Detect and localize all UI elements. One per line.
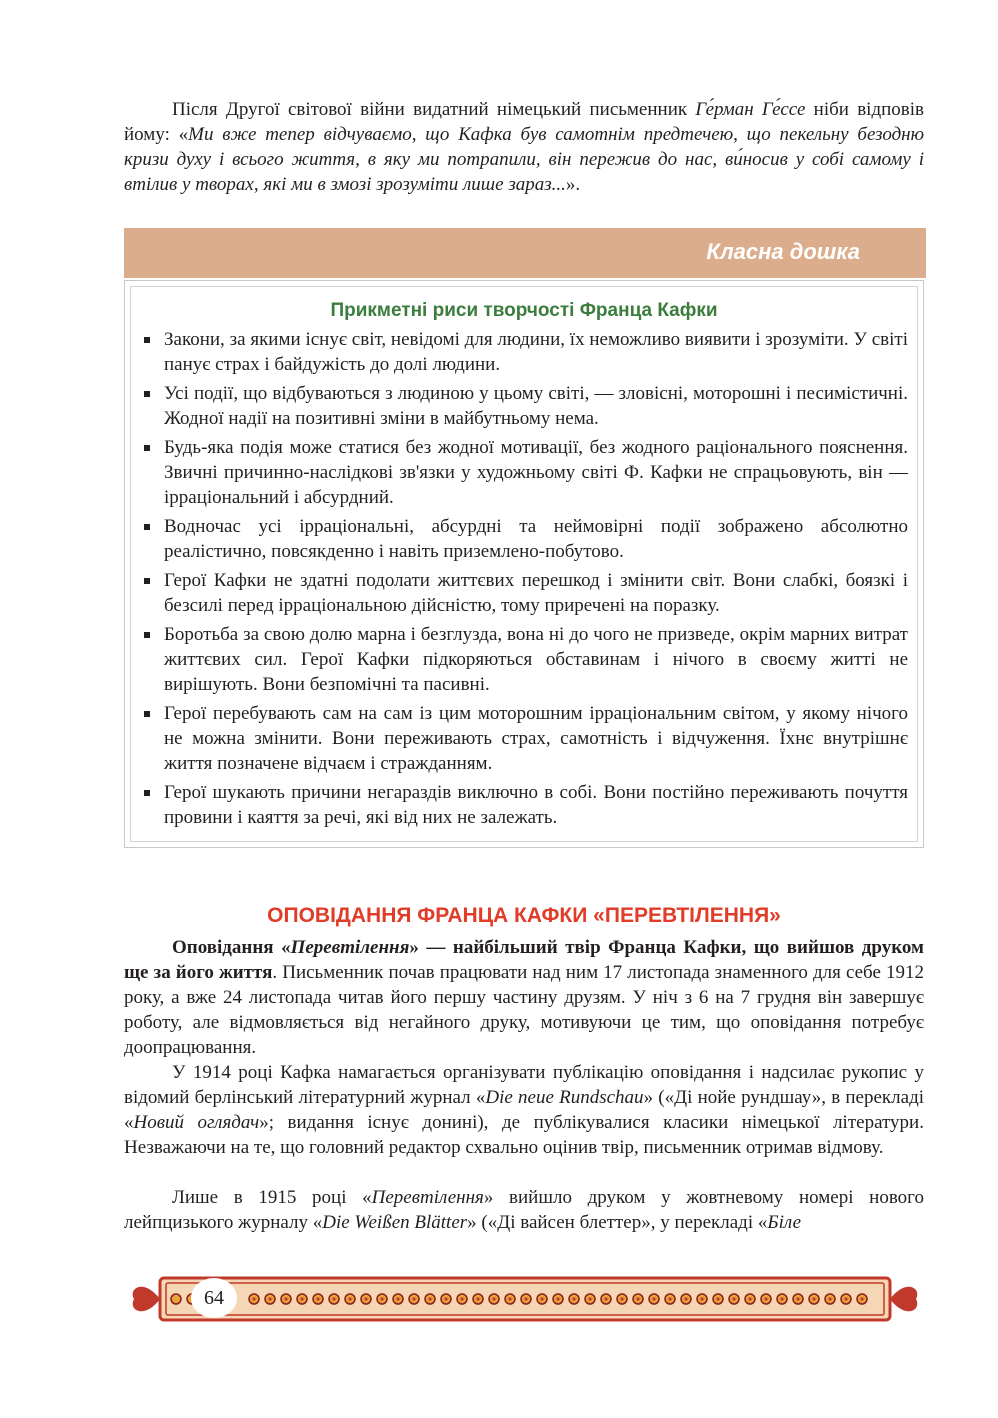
p3-title: Перевтілення xyxy=(371,1187,484,1208)
p2-b: » («Ді нойе рундшау», в перекладі « xyxy=(124,1087,925,1133)
p2-translation: Новий оглядач xyxy=(133,1112,260,1133)
bullet-icon xyxy=(144,578,150,584)
page-number: 64 xyxy=(204,1287,224,1309)
list-item-text: Закони, за якими існує світ, невідомі для людини, їх неможливо виявити і зрозуміти. У світі панує страх і байдужість до долі людини. xyxy=(164,329,908,375)
traits-list xyxy=(144,327,908,834)
p3-translation: Біле xyxy=(767,1212,802,1233)
list-item-text: Герої шукають причини негараздів виключно в собі. Вони постійно переживають почуття провини і каяття за речі, які від них не залежать. xyxy=(164,782,908,828)
list-item xyxy=(144,780,908,830)
bullet-icon xyxy=(144,711,150,717)
list-item-text: Герої перебувають сам на сам із цим моторошним ірраціональним світом, у якому нічого не можна змінити. Вони переживають страх, самотність і відчуження. Їхнє внутрішнє життя позначене відчаєм і стражданням. xyxy=(164,703,908,774)
section-paragraph-1 xyxy=(124,935,924,1060)
bullet-icon xyxy=(144,632,150,638)
section-paragraph-2 xyxy=(124,1060,924,1160)
bullet-icon xyxy=(144,391,150,397)
p3-c: » («Ді вайсен блеттер», у перекладі « xyxy=(467,1212,768,1233)
board-header-bar xyxy=(124,228,926,278)
list-item-text: Усі події, що відбуваються з людиною у цьому світі, — зловісні, моторошні і песимістичні. Жодної надії на позитивні зміни в майбутньому нема. xyxy=(164,383,908,429)
p1-rest: . Письменник почав працювати над ним 17 листопада знаменного для себе 1912 року, а вже 24 листопада читав його першу частину друзям. У ніч з 6 на 7 грудня він завершує роботу, але відмовляється від негайного друку, мотивуючи це тим, що оповідання потребує доопрацювання. xyxy=(124,962,924,1058)
p1-bold-b: » — найбільший твір Франца Кафки, що вийшов друком ще за його життя xyxy=(124,937,924,983)
p1-title: Перевтілення xyxy=(290,937,410,958)
p3-b: » вийшло друком у жовтневому номері нового лейпцизького журналу « xyxy=(124,1187,924,1233)
list-item-text: Будь-яка подія може статися без жодної мотивації, без жодного раціонального пояснення. Звичні причинно-наслідкові зв'язки у художньому світі Ф. Кафки не спрацьовують, він — ірраціональний і абсурдний. xyxy=(164,437,908,508)
p3-a: Лише в 1915 році « xyxy=(172,1187,372,1208)
bullet-icon xyxy=(144,790,150,796)
hesse-quote: Ми вже тепер відчуваємо, що Кафка був самотнім предтечею, що пекельну безодню кризи духу і всього життя, в яку ми потрапили, він пережив до нас, ви́носив у собі самому і втілив у творах, які ми в змозі зрозуміти лише зараз... xyxy=(124,124,924,195)
bullet-icon xyxy=(144,337,150,343)
board-header-title: Класна дошка xyxy=(706,239,860,264)
list-item xyxy=(144,622,908,697)
p2-a: У 1914 році Кафка намагається організувати публікацію оповідання і надсилає рукопис у відомий берлінський літературний журнал « xyxy=(124,1062,924,1108)
p3-journal: Die Weißen Blätter xyxy=(322,1212,468,1233)
left-ornament-icon xyxy=(133,1287,160,1312)
list-item xyxy=(144,568,908,618)
board-heading: Прикметні риси творчості Франца Кафки xyxy=(330,300,718,321)
list-item xyxy=(144,435,908,510)
right-ornament-icon xyxy=(890,1287,917,1312)
list-item xyxy=(144,381,908,431)
list-item-text: Герої Кафки не здатні подолати життєвих перешкод і змінити світ. Вони слабкі, боязкі і безсилі перед ірраціональною дійсністю, тому приречені на поразку. xyxy=(164,570,908,616)
ornament-footer-band xyxy=(126,1272,924,1326)
intro-paragraph xyxy=(124,97,924,197)
list-item xyxy=(144,327,908,377)
intro-author: Ге́рман Ге́ссе xyxy=(695,99,806,120)
intro-text-2: ніби відповів йому: « xyxy=(124,99,924,145)
section-title: ОПОВІДАННЯ ФРАНЦА КАФКИ «ПЕРЕВТІЛЕННЯ» xyxy=(267,904,781,927)
list-item-text: Боротьба за свою долю марна і безглузда, вона ні до чого не призведе, окрім марних витрат життєвих сил. Герої Кафки підкоряються обставинам і нічого в своєму житті не вирішують. Вони безпомічні та пасивні. xyxy=(164,624,908,695)
list-item xyxy=(144,701,908,776)
intro-text: Після Другої світової війни видатний німецький письменник xyxy=(172,99,696,120)
list-item xyxy=(144,514,908,564)
section-paragraph-3 xyxy=(124,1185,924,1235)
p2-c: »; видання існує донині), де публікувалися класики німецької літератури. Незважаючи на те, що головний редактор схвально оцінив твір, письменник отримав відмову. xyxy=(124,1112,924,1158)
p1-bold-a: Оповідання « xyxy=(172,937,291,958)
p2-journal: Die neue Rundschau xyxy=(485,1087,644,1108)
intro-text-3: ». xyxy=(565,174,581,195)
list-item-text: Водночас усі ірраціональні, абсурдні та неймовірні події зображено абсолютно реалістично, повсякденно і навіть приземлено-побутово. xyxy=(164,516,908,562)
bullet-icon xyxy=(144,524,150,530)
bullet-icon xyxy=(144,445,150,451)
